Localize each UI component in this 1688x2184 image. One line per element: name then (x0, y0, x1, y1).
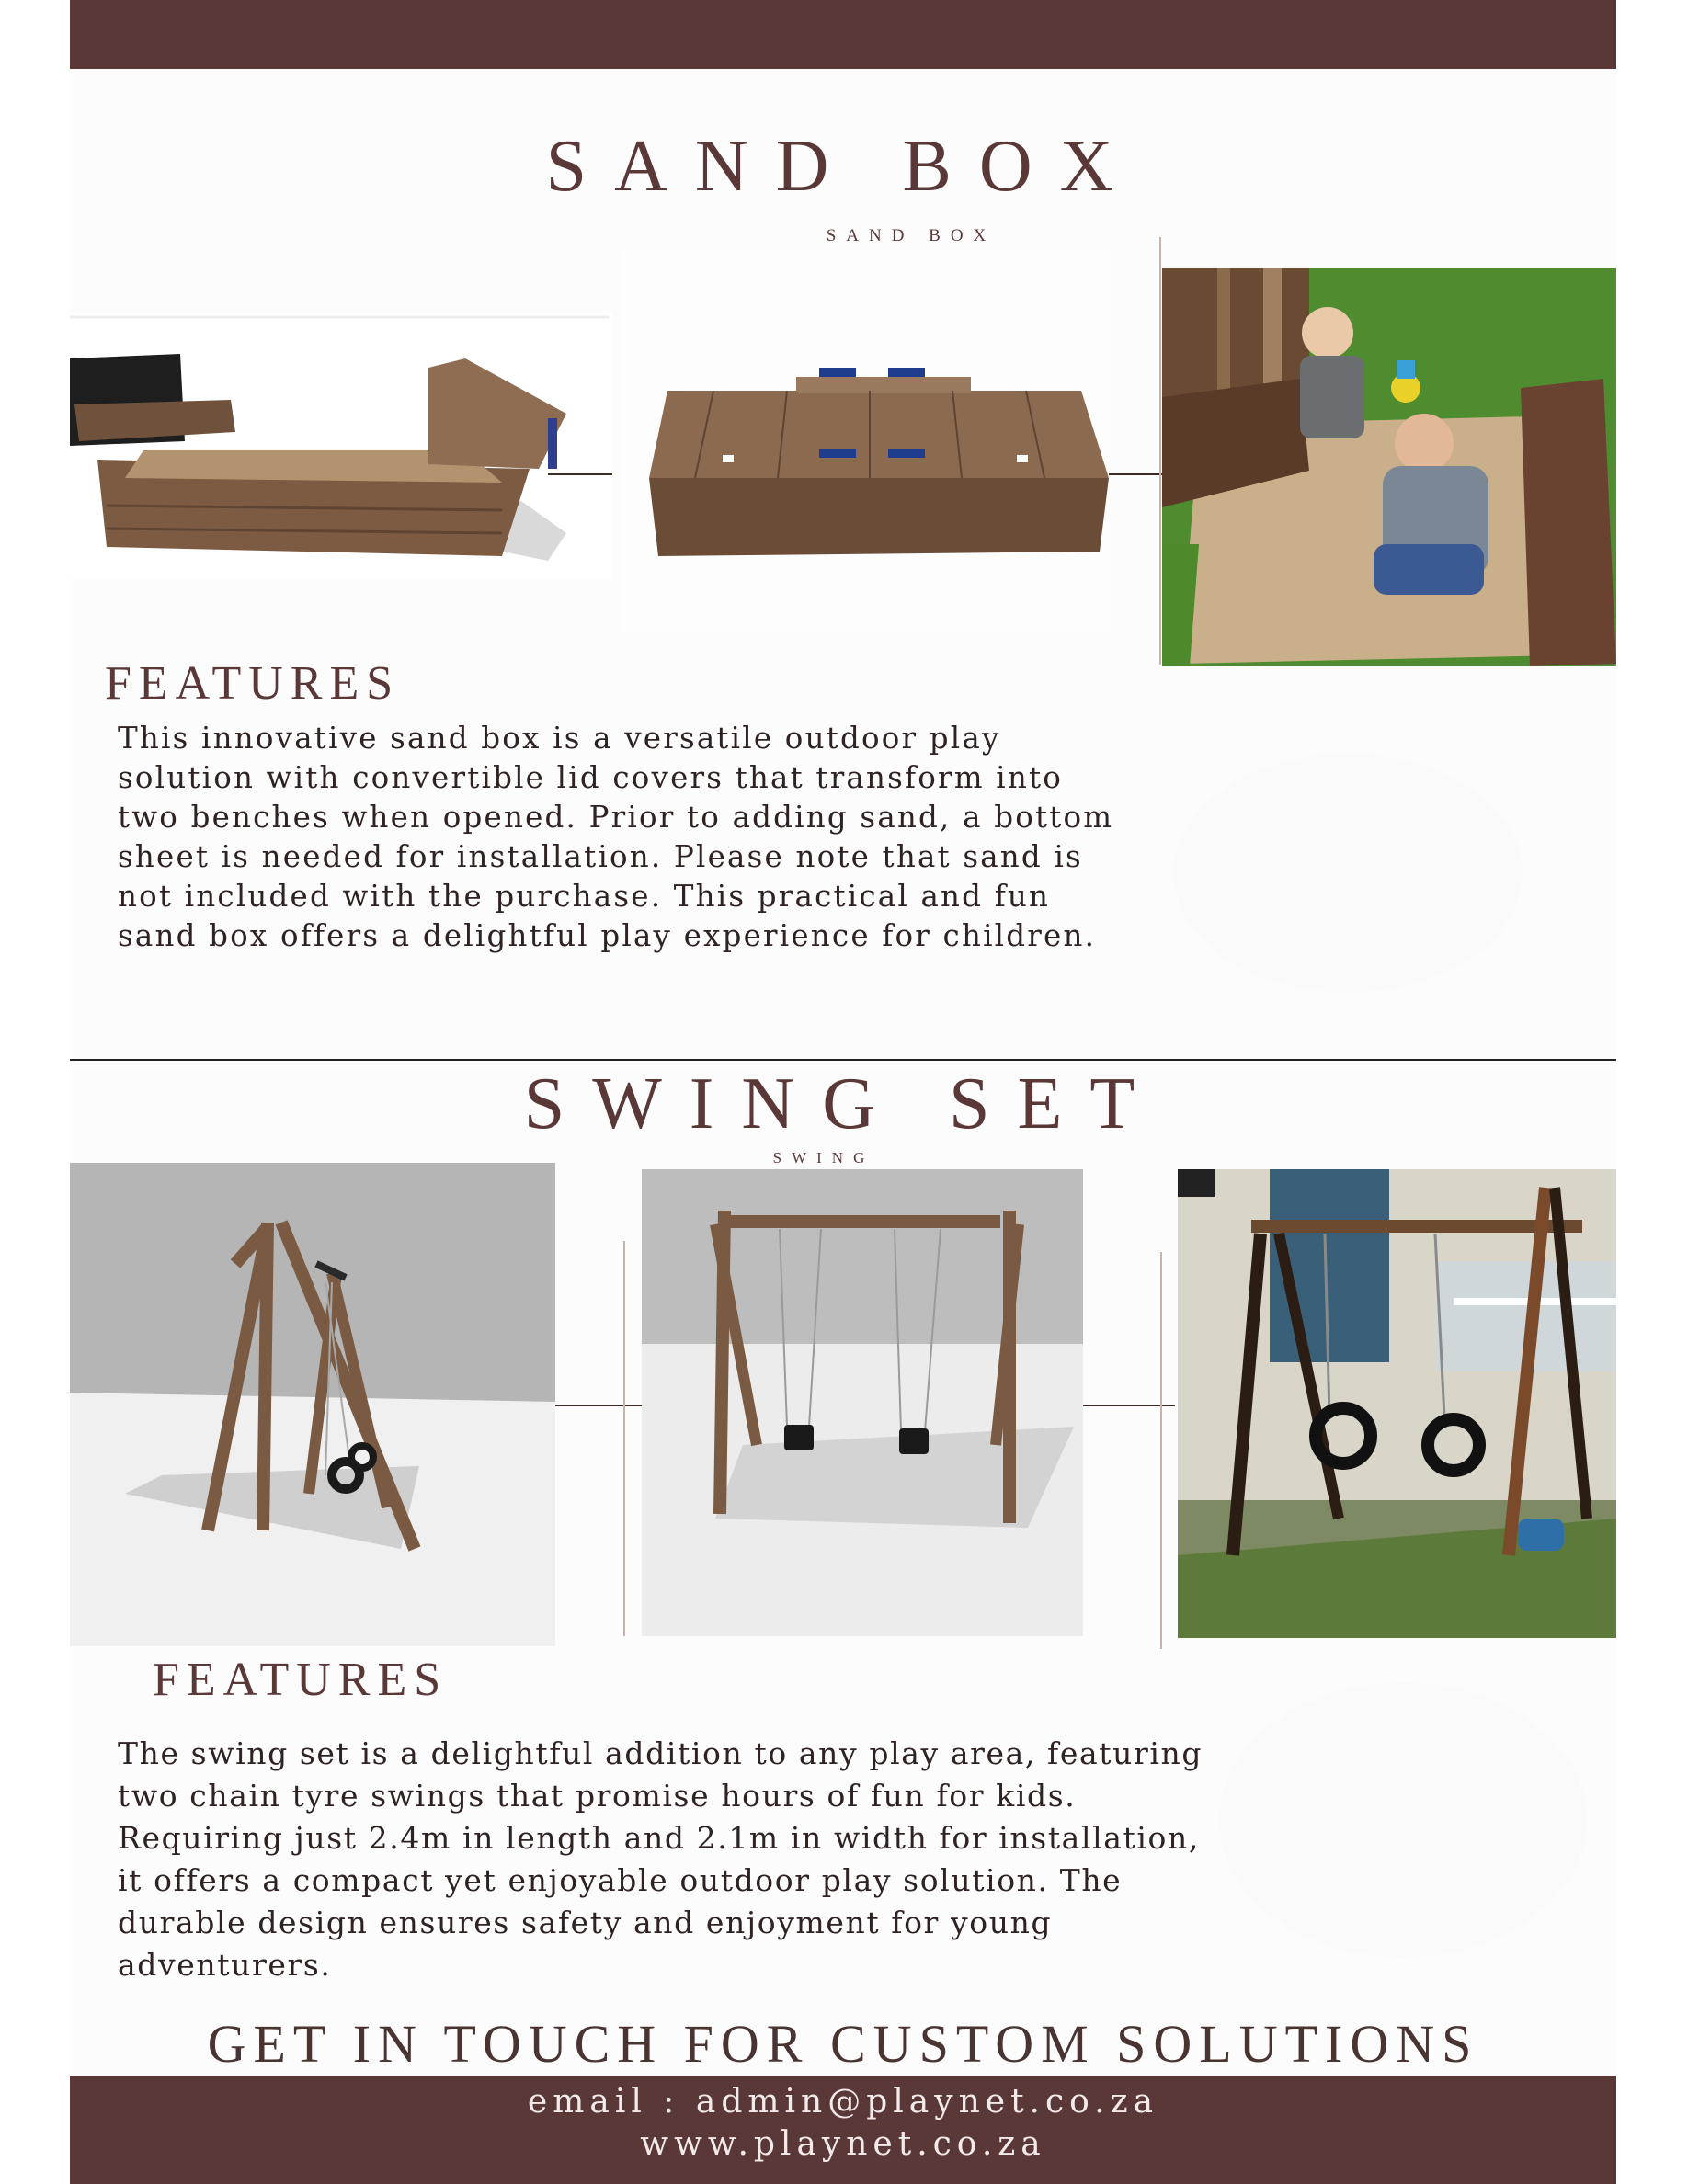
decorative-blur (1219, 1682, 1587, 1958)
swing-description (118, 1733, 1267, 1986)
swing-side-render (70, 1163, 555, 1646)
description-line: durable design ensures safety and enjoyment for young (118, 1905, 1053, 1940)
connector-line (548, 473, 612, 475)
swing-features-heading: FEATURES (153, 1654, 449, 1706)
description-line: it offers a compact yet enjoyable outdoor play solution. The (118, 1862, 1123, 1898)
email-contact[interactable]: email : admin@playnet.co.za (527, 2083, 1159, 2121)
description-line: Requiring just 2.4m in length and 2.1m in width for installation, (118, 1820, 1200, 1856)
description-line: solution with convertible lid covers that transform into (118, 760, 1064, 795)
description-line: not included with the purchase. This practical and fun (118, 879, 1051, 914)
description-line: two benches when opened. Prior to adding sand, a bottom (118, 800, 1114, 835)
sandbox-open-render (70, 313, 612, 579)
sandbox-photo (1162, 268, 1616, 666)
divider-vertical (623, 1241, 625, 1636)
description-line: The swing set is a delightful addition to any play area, featuring (118, 1735, 1203, 1771)
sandbox-features-heading: FEATURES (105, 657, 401, 710)
website-link[interactable]: www.playnet.co.za (640, 2125, 1046, 2163)
top-banner (70, 0, 1616, 69)
decorative-blur (1173, 754, 1523, 993)
description-line: sheet is needed for installation. Please note that sand is (118, 839, 1083, 874)
cta-heading: GET IN TOUCH FOR CUSTOM SOLUTIONS (207, 2014, 1479, 2074)
description-line: sand box offers a delightful play experience for children. (118, 918, 1097, 953)
sandbox-title: SAND BOX (545, 126, 1141, 207)
sandbox-sub-label: SAND BOX (826, 226, 997, 245)
swing-title: SWING SET (523, 1064, 1163, 1144)
swing-front-render (642, 1169, 1083, 1636)
sandbox-description (118, 719, 1175, 956)
connector-line (1109, 473, 1166, 475)
divider-vertical (1160, 1252, 1162, 1649)
swing-sub-label: SWING (772, 1149, 875, 1166)
description-line: adventurers. (118, 1947, 332, 1983)
brochure-page (70, 0, 1616, 2184)
description-line: two chain tyre swings that promise hours of fun for kids. (118, 1778, 1077, 1814)
footer-banner (70, 2076, 1616, 2184)
connector-line (555, 1405, 644, 1406)
description-line: This innovative sand box is a versatile outdoor play (118, 721, 1001, 756)
swing-photo (1178, 1169, 1616, 1638)
divider-vertical (1159, 237, 1161, 665)
section-divider (70, 1059, 1616, 1061)
sandbox-closed-render (622, 248, 1109, 634)
